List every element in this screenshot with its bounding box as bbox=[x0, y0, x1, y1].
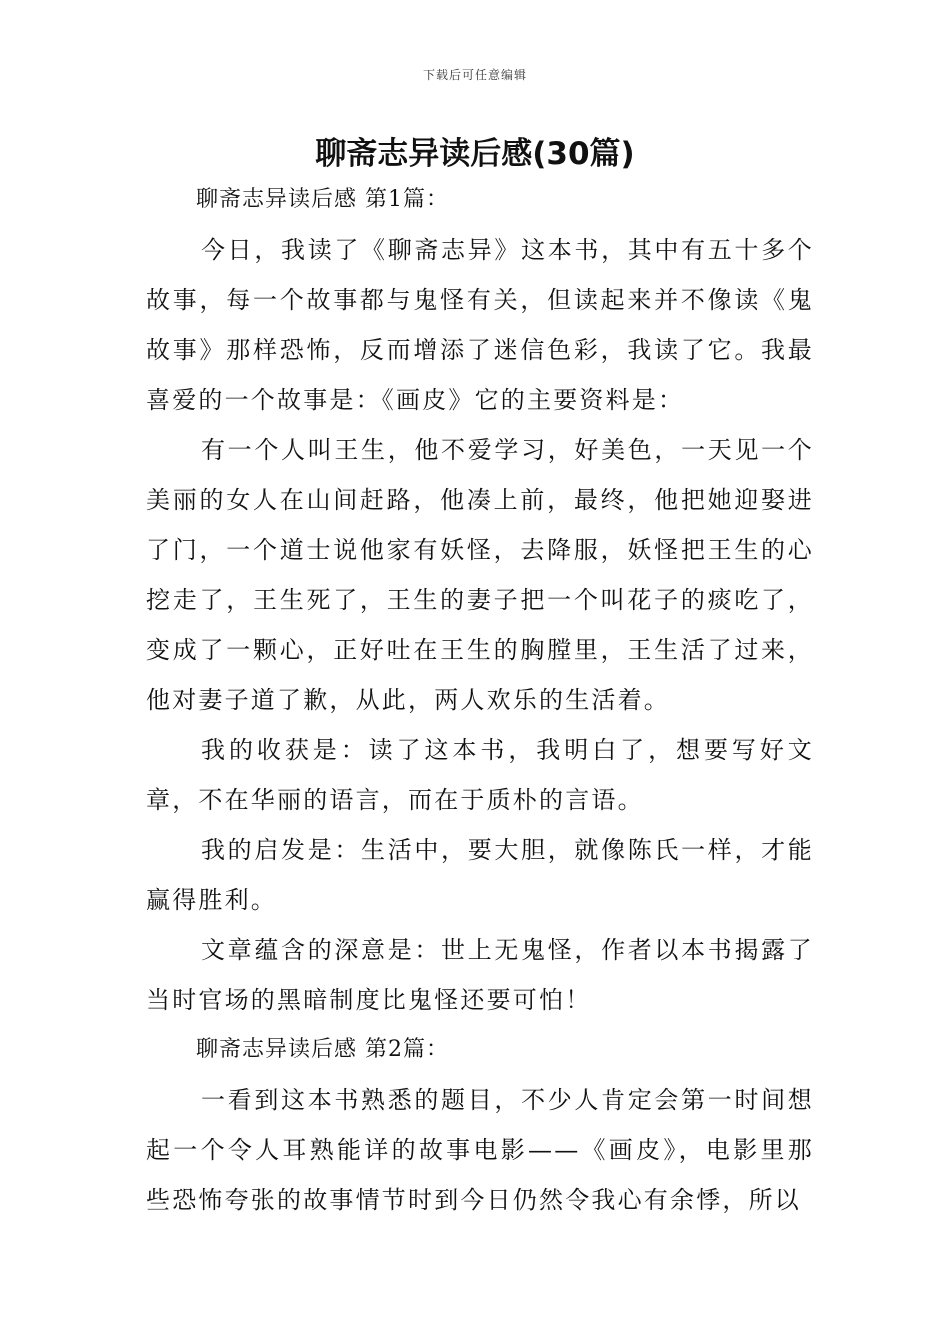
paragraph: 一看到这本书熟悉的题目，不少人肯定会第一时间想起一个令人耳熟能详的故事电影——《画皮》，电影里那些恐怖夸张的故事情节时到今日仍然令我心有余悸，所以 bbox=[146, 1086, 814, 1214]
paragraph: 我的启发是：生活中，要大胆，就像陈氏一样，才能赢得胜利。 bbox=[146, 836, 814, 914]
paragraph: 有一个人叫王生，他不爱学习，好美色，一天见一个美丽的女人在山间赶路，他凑上前，最终，他把她迎娶进了门，一个道士说他家有妖怪，去降服，妖怪把王生的心挖走了，王生死了，王生的妻子把一个叫花子的痰吃了，变成了一颗心，正好吐在王生的胸膛里，王生活了过来，他对妻子道了歉，从此，两人欢乐的生活着。 bbox=[146, 436, 814, 714]
paragraph: 我的收获是：读了这本书，我明白了，想要写好文章，不在华丽的语言，而在于质朴的言语。 bbox=[146, 736, 814, 814]
paragraph: 今日，我读了《聊斋志异》这本书，其中有五十多个故事，每一个故事都与鬼怪有关，但读起来并不像读《鬼故事》那样恐怖，反而增添了迷信色彩，我读了它。我最喜爱的一个故事是：《画皮》它的主要资料是： bbox=[146, 236, 814, 414]
section-heading: 聊斋志异读后感 第2篇： bbox=[196, 1037, 449, 1062]
document-title: 聊斋志异读后感(30篇) bbox=[315, 136, 635, 172]
section-heading: 聊斋志异读后感 第1篇： bbox=[196, 187, 449, 212]
document-body bbox=[146, 175, 814, 1225]
paragraph: 文章蕴含的深意是：世上无鬼怪，作者以本书揭露了当时官场的黑暗制度比鬼怪还要可怕！ bbox=[146, 936, 814, 1014]
header-note: 下载后可任意编辑 bbox=[422, 68, 527, 82]
